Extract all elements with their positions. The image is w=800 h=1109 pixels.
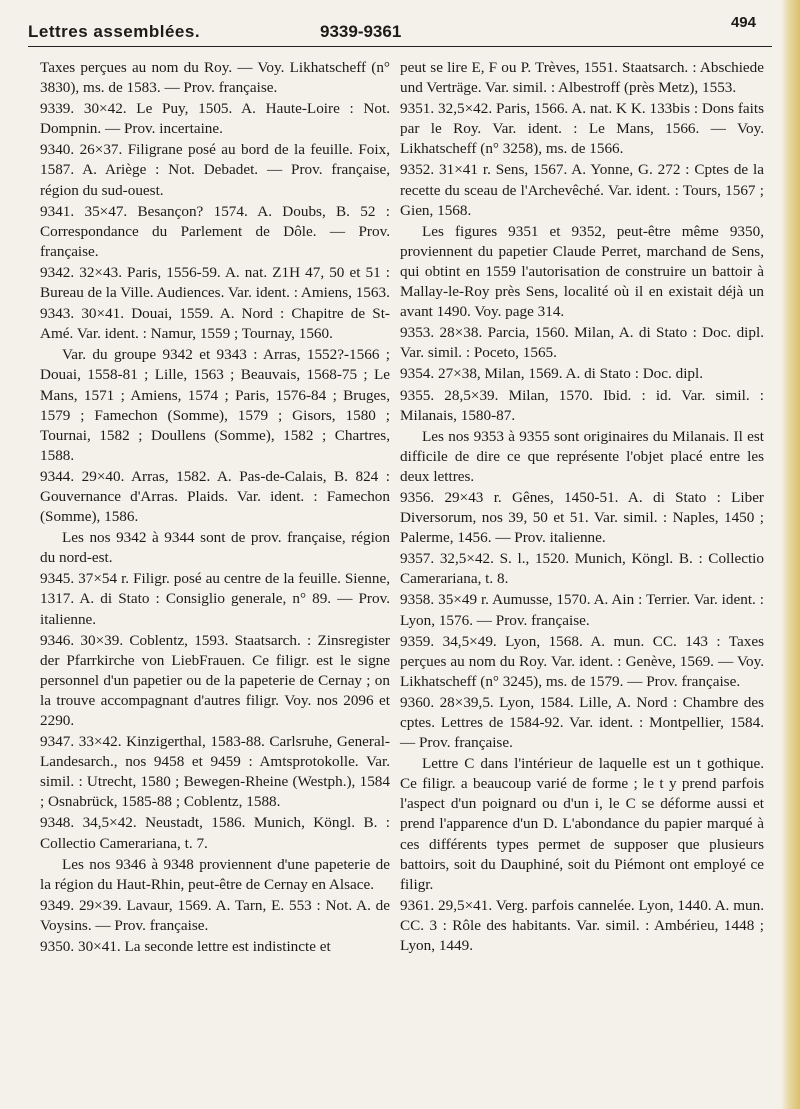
entry-9345: 9345. 37×54 r. Filigr. posé au centre de la feuille. Sienne, 1317. A. di Stato : Consiglio generale, n° 89. — Prov. italienne. xyxy=(40,570,390,628)
note-paragraph: Les nos 9342 à 9344 sont de prov. française, région du nord-est. xyxy=(40,529,390,567)
entry-9355: 9355. 28,5×39. Milan, 1570. Ibid. : id. Var. simil. : Milanais, 1580-87. xyxy=(400,386,764,424)
page-header xyxy=(28,12,772,48)
right-column xyxy=(400,58,764,956)
entry-9341: 9341. 35×47. Besançon? 1574. A. Doubs, B. 52 : Correspondance du Parlement de Dôle. — Prov. française. xyxy=(40,202,390,260)
page-number: 494 xyxy=(730,14,756,31)
left-column xyxy=(40,58,390,957)
entry-9359: 9359. 34,5×49. Lyon, 1568. A. mun. CC. 143 : Taxes perçues au nom du Roy. Var. ident. : Genève, 1569. — Voy. Likhatscheff (n° 3245), ms. de 1579. — Prov. française. xyxy=(400,632,764,690)
running-title: Lettres assemblées. xyxy=(28,22,201,41)
entry-9357: 9357. 32,5×42. S. l., 1520. Munich, Köngl. B. : Collectio Camerariana, t. 8. xyxy=(400,550,764,588)
entry-9346: 9346. 30×39. Coblentz, 1593. Staatsarch. : Zinsregister der Pfarrkirche von LiebFrauen. Ce filigr. est le signe personnel d'un papetier ou de la papeterie de Cernay ; on la trouve accompagnant d'autres filigr. Voy. nos 2096 et 2290. xyxy=(40,631,390,729)
paragraph: Taxes perçues au nom du Roy. — Voy. Likhatscheff (n° 3830), ms. de 1583. — Prov. française. xyxy=(40,59,390,97)
note-paragraph: Les nos 9346 à 9348 proviennent d'une papeterie de la région du Haut-Rhin, peut-être de Cernay en Alsace. xyxy=(40,855,390,893)
entry-9358: 9358. 35×49 r. Aumusse, 1570. A. Ain : Terrier. Var. ident. : Lyon, 1576. — Prov. française. xyxy=(400,591,764,629)
entry-9350: 9350. 30×41. La seconde lettre est indistincte et xyxy=(40,938,331,956)
note-paragraph: Les figures 9351 et 9352, peut-être même 9350, proviennent du papetier Claude Perret, marchand de Sens, qui obtint en 1559 l'autorisation de construire un battoir à Mallay-le-Roy près Sens, localité où il en existait déjà un avant 1490. Voy. page 314. xyxy=(400,222,764,321)
entry-9352: 9352. 31×41 r. Sens, 1567. A. Yonne, G. 272 : Cptes de la recette du sceau de l'Archevêché. Var. ident. : Tours, 1567 ; Gien, 1568. xyxy=(400,161,764,219)
entry-range: 9339-9361 xyxy=(320,22,402,41)
note-paragraph: Les nos 9353 à 9355 sont originaires du Milanais. Il est difficile de dire ce que représente l'objet placé entre les deux lettres. xyxy=(400,427,764,485)
entry-9344: 9344. 29×40. Arras, 1582. A. Pas-de-Calais, B. 824 : Gouvernance d'Arras. Plaids. Var. ident. : Famechon (Somme), 1586. xyxy=(40,467,390,526)
entry-9354: 9354. 27×38, Milan, 1569. A. di Stato : Doc. dipl. xyxy=(400,365,704,383)
entry-9347: 9347. 33×42. Kinzigerthal, 1583-88. Carlsruhe, General-Landesarch., nos 9458 et 9459 : Amtsprotokolle. Var. simil. : Utrecht, 1580 ; Bewegen-Rheine (Westph.), 1584 ; Osnabrück, 1585-88 ; Coblentz, 1588. xyxy=(40,733,390,811)
entry-9361: 9361. 29,5×41. Verg. parfois cannelée. Lyon, 1440. A. mun. CC. 3 : Rôle des habitants. Var. simil. : Ambérieu, 1448 ; Lyon, 1449. xyxy=(400,896,764,955)
note-paragraph: Lettre C dans l'intérieur de laquelle est un t gothique. Ce filigr. a beaucoup varié de forme ; le t y prend parfois l'aspect d'un poignard ou d'un i, le C se déforme aussi et prend l'apparence d'un D. L'abondance du papier marqué à ces différents types permet de supposer que plusieurs battoirs, soit du Dauphiné, soit du Piémont ont employé ce filigr. xyxy=(400,755,764,893)
entry-9340: 9340. 26×37. Filigrane posé au bord de la feuille. Foix, 1587. A. Ariège : Not. Debadet. — Prov. française, région du sud-ouest. xyxy=(40,141,390,199)
entry-9360: 9360. 28×39,5. Lyon, 1584. Lille, A. Nord : Chambre des cptes. Lettres de 1584-92. Var. ident. : Montpellier, 1584. — Prov. française. xyxy=(400,693,764,752)
entry-9353: 9353. 28×38. Parcia, 1560. Milan, A. di Stato : Doc. dipl. Var. simil. : Poceto, 1565. xyxy=(400,324,764,362)
entry-9348: 9348. 34,5×42. Neustadt, 1586. Munich, Köngl. B. : Collectio Camerariana, t. 7. xyxy=(40,814,390,852)
entry-9339: 9339. 30×42. Le Puy, 1505. A. Haute-Loire : Not. Dompnin. — Prov. incertaine. xyxy=(40,100,390,138)
paragraph: peut se lire E, F ou P. Trèves, 1551. Staatsarch. : Abschiede und Verträge. Var. simil. : Albestroff (près Metz), 1553. xyxy=(400,59,764,97)
entry-9342: 9342. 32×43. Paris, 1556-59. A. nat. Z1H 47, 50 et 51 : Bureau de la Ville. Audiences. Var. ident. : Amiens, 1563. xyxy=(40,263,390,302)
header-rule xyxy=(28,46,772,47)
entry-9351: 9351. 32,5×42. Paris, 1566. A. nat. K K. 133bis : Dons faits par le Roy. Var. ident. : Le Mans, 1566. — Voy. Likhatscheff (n° 3258), ms. de 1566. xyxy=(400,100,764,158)
entry-9349: 9349. 29×39. Lavaur, 1569. A. Tarn, E. 553 : Not. A. de Voysins. — Prov. française. xyxy=(40,896,390,934)
entry-9356: 9356. 29×43 r. Gênes, 1450-51. A. di Stato : Liber Diversorum, nos 39, 50 et 51. Var. simil. : Naples, 1450 ; Palerme, 1456. — Prov. italienne. xyxy=(400,488,764,547)
entry-9343: 9343. 30×41. Douai, 1559. A. Nord : Chapitre de St-Amé. Var. ident. : Namur, 1559 ; Tournay, 1560. xyxy=(40,305,390,343)
page-edge xyxy=(781,0,800,1109)
note-paragraph: Var. du groupe 9342 et 9343 : Arras, 1552?-1566 ; Douai, 1558-81 ; Lille, 1563 ; Beauvais, 1568-75 ; Le Mans, 1571 ; Amiens, 1574 ; Paris, 1576-84 ; Bruges, 1579 ; Famechon (Somme), 1579 ; Gisors, 1580 ; Tournai, 1582 ; Doullens (Somme), 1582 ; Chartres, 1588. xyxy=(40,346,390,464)
